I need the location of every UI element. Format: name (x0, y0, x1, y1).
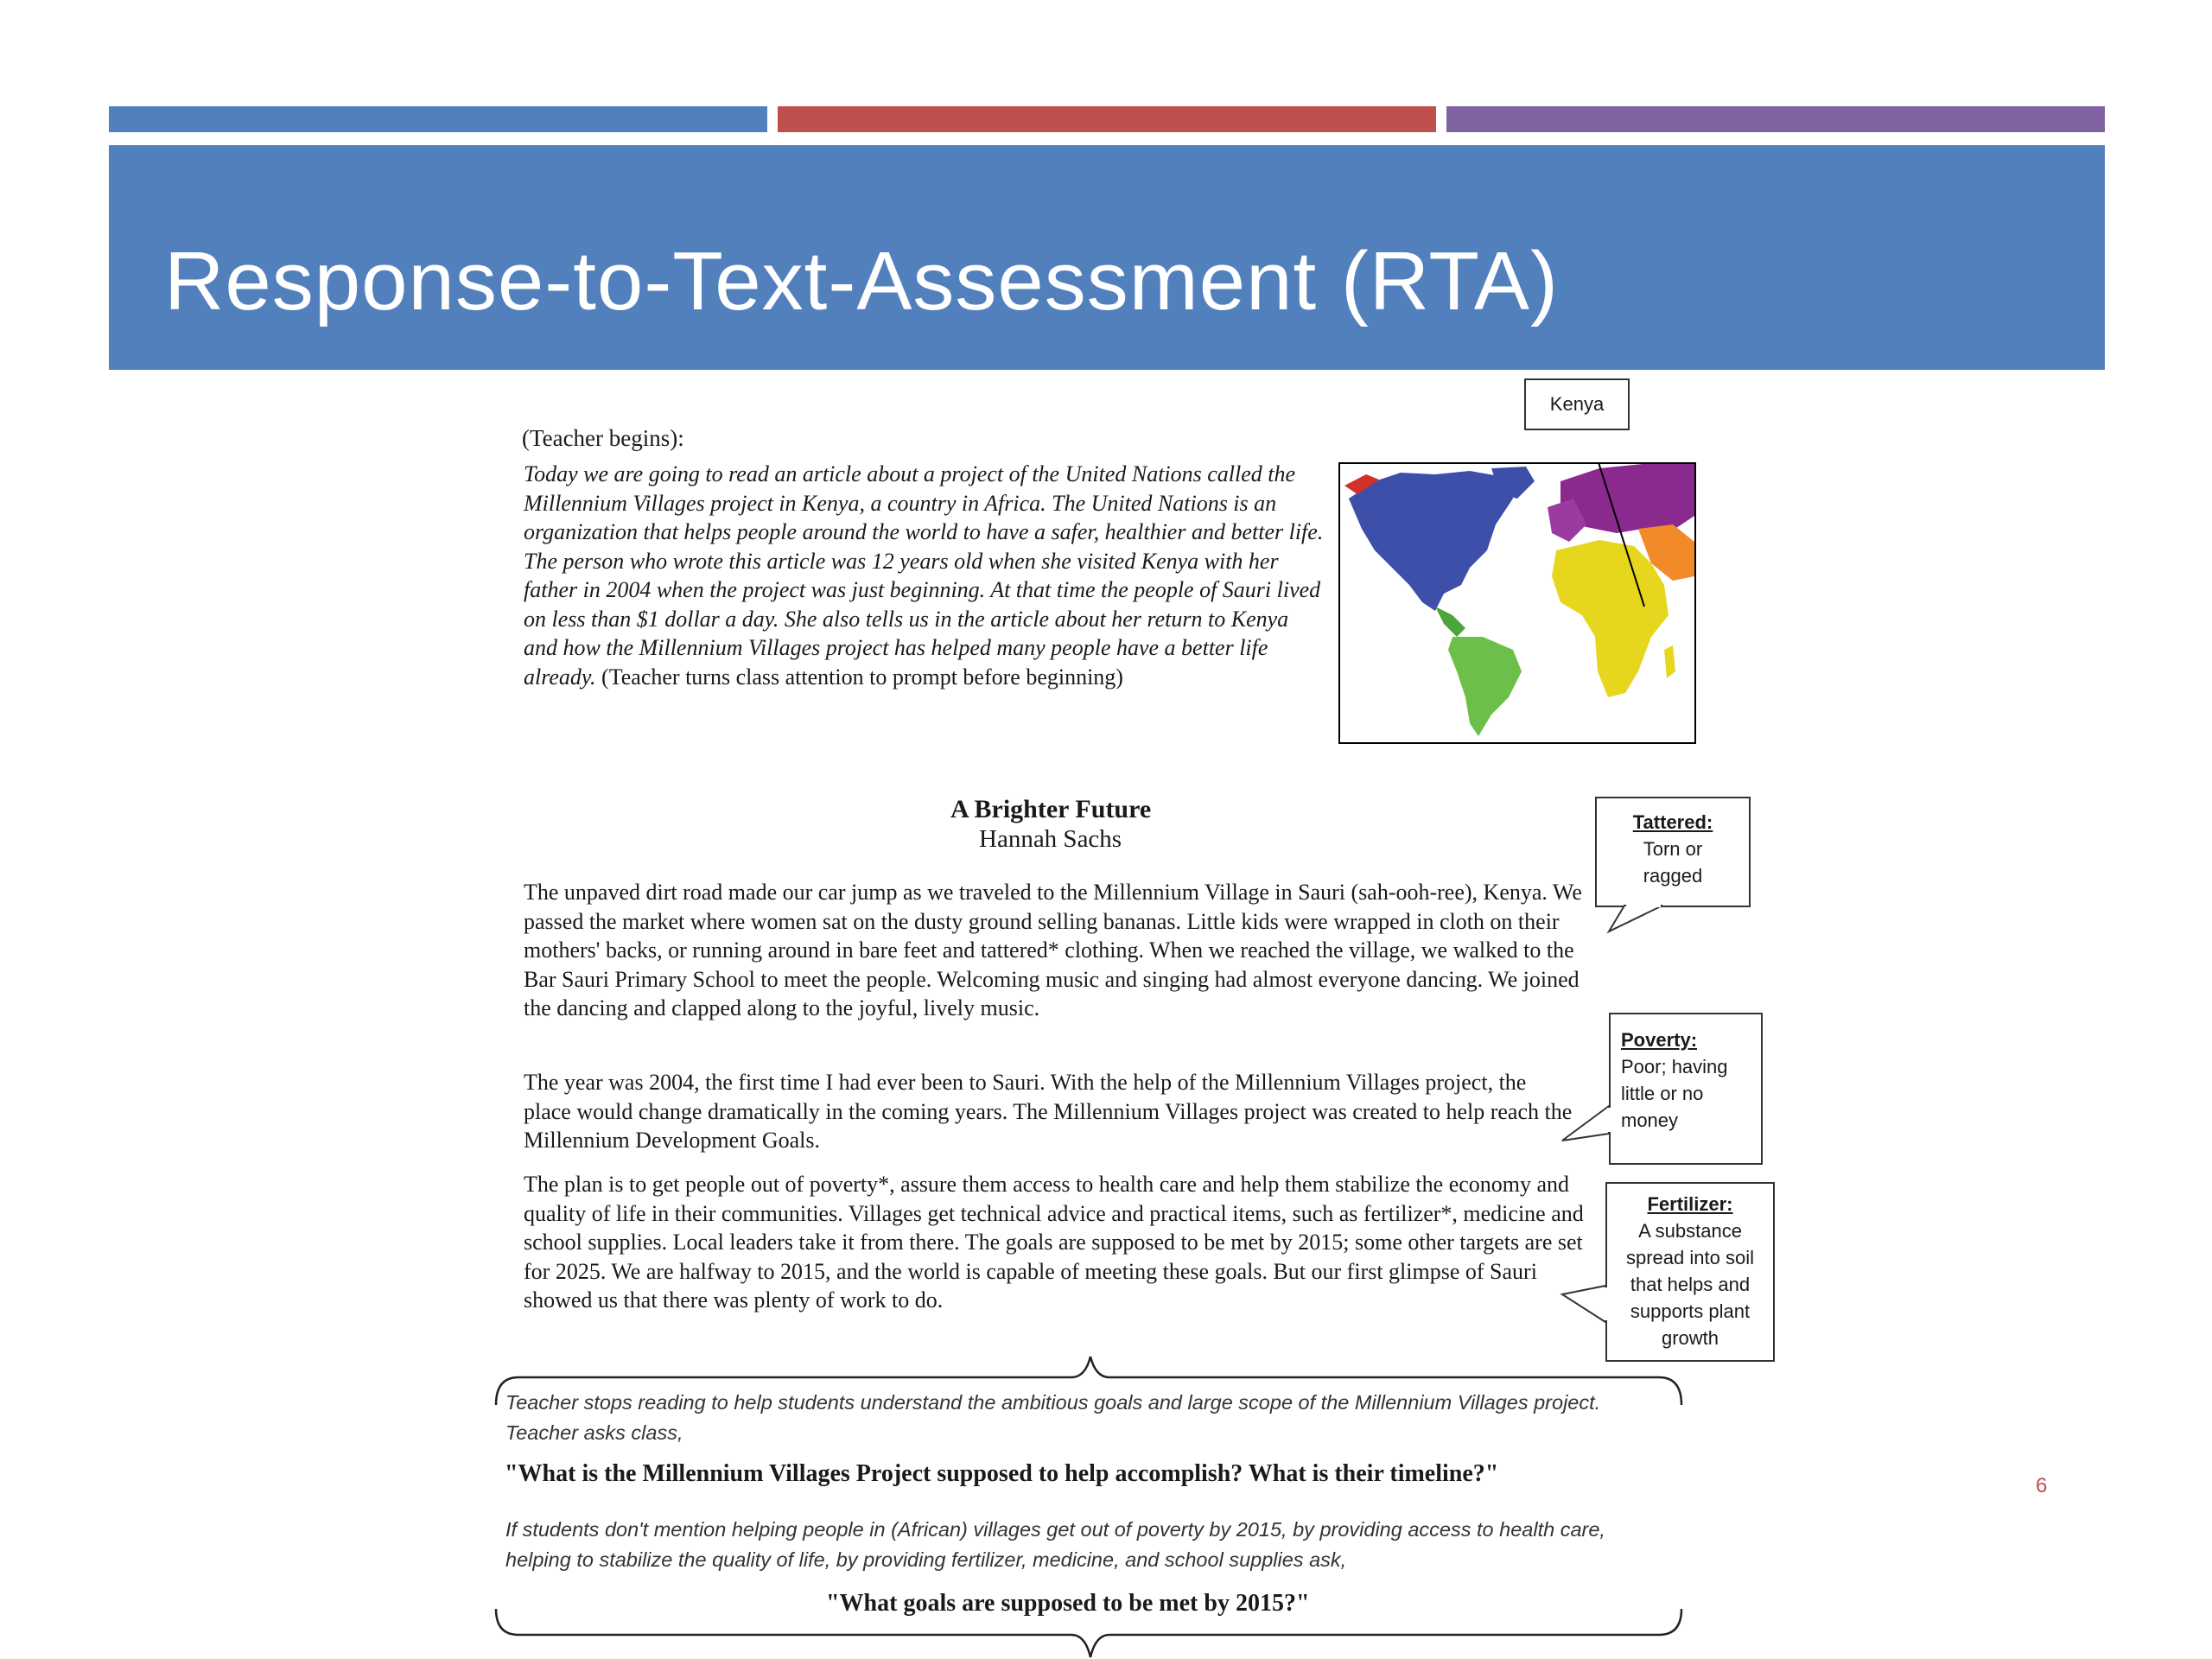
fertilizer-callout-tail (1562, 1286, 1605, 1322)
slide-title: Response-to-Text-Assessment (RTA) (164, 235, 1559, 327)
page-number: 6 (2036, 1474, 2048, 1497)
tattered-callout-tail (1609, 906, 1662, 931)
vocab-definition: A substance spread into soil that helps and supports plant growth (1626, 1220, 1754, 1349)
teacher-note-1: Teacher stops reading to help students understand the ambitious goals and large scope of the Millennium Villages project. Teacher asks class, (505, 1391, 1601, 1444)
vocab-definition: Poor; having little or no money (1621, 1056, 1728, 1131)
teacher-question-2: "What goals are supposed to be met by 2015?" (826, 1590, 1310, 1617)
kenya-label: Kenya (1549, 393, 1605, 415)
story-paragraph-3: The plan is to get people out of poverty*, assure them access to health care and help them stabilize the economy and quality of life in their communities. Villages get technical advice and practical items, such as fertilizer*, medicine and school supplies. Local leaders take it from there. The goals are supposed to be met by 2015; some other targets are set for 2025. We are halfway to 2015, and the world is capable of meeting these goals. But our first glimpse of Sauri showed us that there was plenty of work to do. (524, 1172, 1584, 1313)
story-paragraph-1: The unpaved dirt road made our car jump as we traveled to the Millennium Village in Sauri (sah-ooh-ree), Kenya. We passed the market where women sat on the dusty ground selling bananas. Little kids were wrapped in cloth on their mothers' backs, or running around in bare feet and tattered* clothing. When we reached the village, we walked to the Bar Sauri Primary School to meet the people. Welcoming music and singing had almost everyone dancing. We joined the dancing and clapped along to the joyful, lively music. (524, 880, 1582, 1020)
vocab-definition: Torn or ragged (1643, 838, 1703, 887)
story-title: A Brighter Future (950, 795, 1152, 823)
intro-paragraph-2-plain: (Teacher turns class attention to prompt before beginning) (595, 664, 1123, 690)
teacher-question-1: "What is the Millennium Villages Project supposed to help accomplish? What is their timeline?" (505, 1460, 1499, 1487)
poverty-callout-tail (1562, 1106, 1609, 1141)
intro-paragraph-1: Today we are going to read an article about a project of the United Nations called the Millennium Villages project in Kenya, a country in Africa. The United Nations is an organization that helps people around the world to have a safer, healthier and better life. (524, 461, 1324, 544)
story-paragraph-2: The year was 2004, the first time I had ever been to Sauri. With the help of the Millennium Villages project, the place would change dramatically in the coming years. The Millennium Villages project was created to help reach the Millennium Development Goals. (524, 1070, 1573, 1153)
vocab-term: Poverty: (1621, 1029, 1698, 1051)
story-author: Hannah Sachs (979, 825, 1122, 853)
vocab-term: Tattered: (1632, 811, 1713, 833)
teacher-begins-label: (Teacher begins): (522, 425, 684, 451)
teacher-note-2: If students don't mention helping people in (African) villages get out of poverty by 2015, by providing access to health care, helping to stabilize the quality of life, by providing fertilizer, medicine, and school supplies ask, (505, 1518, 1605, 1571)
intro-paragraph-2-italic: The person who wrote this article was 12 years old when she visited Kenya with her father in 2004 when the project was just beginning. At that time the people of Sauri lived on less than $1 dollar a day. She also tells us in the article about her return to Kenya and how the Millennium Villages project has helped many people have a better life already. (524, 548, 1321, 690)
vocab-term: Fertilizer: (1647, 1193, 1733, 1215)
